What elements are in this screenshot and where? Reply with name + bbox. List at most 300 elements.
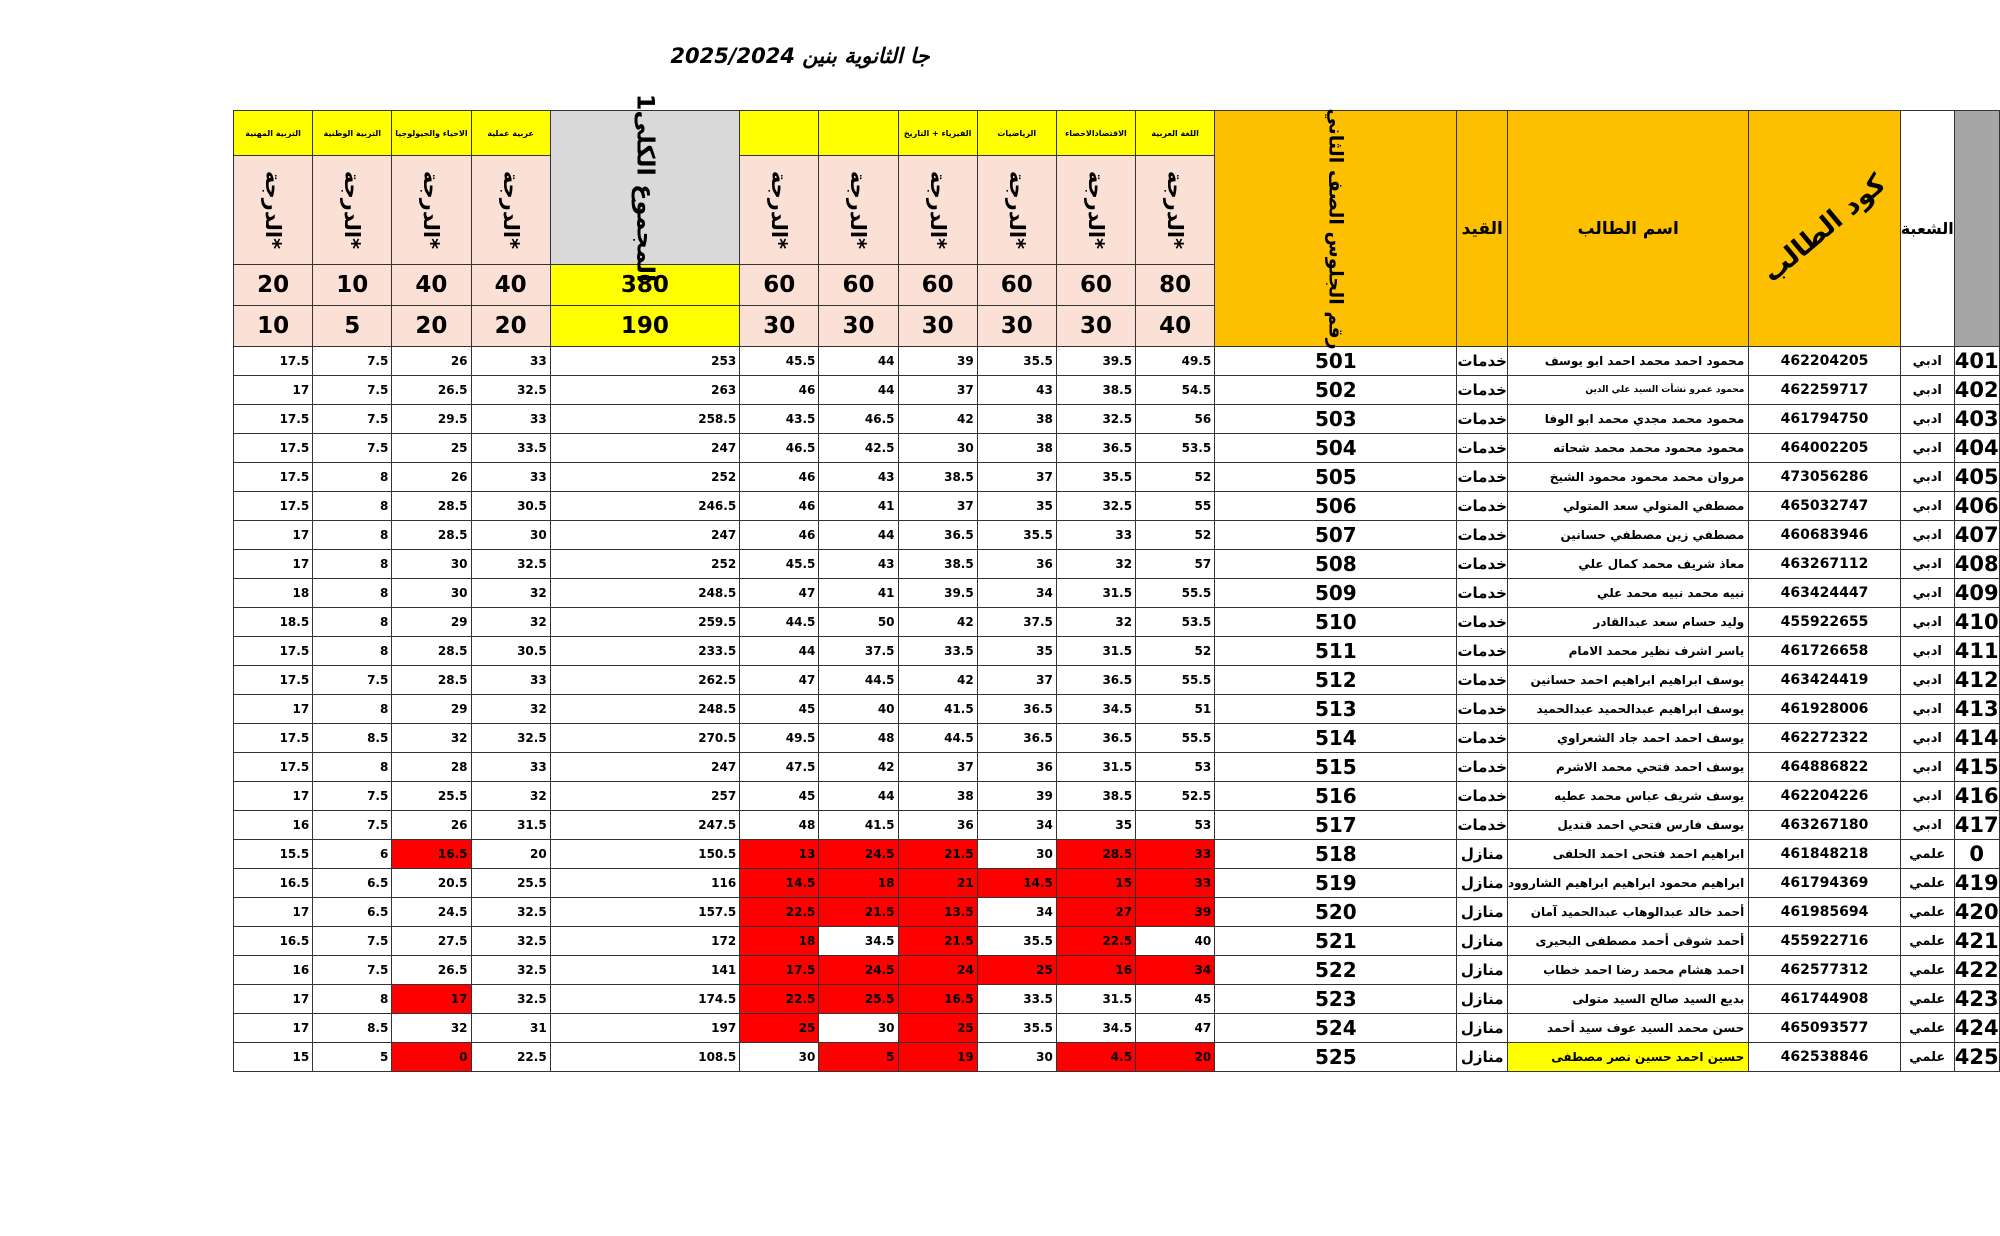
degree-label: الدرجة* bbox=[819, 156, 898, 265]
student-code-cell: 473056286 bbox=[1749, 463, 1900, 492]
mark-cell: 19 bbox=[898, 1043, 977, 1072]
mark-cell: 44 bbox=[819, 347, 898, 376]
seat-number-cell: 506 bbox=[1215, 492, 1457, 521]
seat-number-cell: 515 bbox=[1215, 753, 1457, 782]
student-name-cell: يوسف احمد فتحي محمد الاشرم bbox=[1507, 753, 1748, 782]
seat-number-cell: 512 bbox=[1215, 666, 1457, 695]
total-cell: 141 bbox=[550, 956, 740, 985]
student-name-cell: مصطفي زين مصطفي حسانين bbox=[1507, 521, 1748, 550]
mark-cell: 17 bbox=[234, 898, 313, 927]
mark-cell: 46.5 bbox=[740, 434, 819, 463]
mark-cell: 32 bbox=[471, 608, 550, 637]
mark-cell: 32.5 bbox=[1056, 405, 1135, 434]
student-code-cell: 461794369 bbox=[1749, 869, 1900, 898]
branch-cell: ادبي bbox=[1900, 782, 1954, 811]
mark-cell: 45 bbox=[1136, 985, 1215, 1014]
mark-cell: 17 bbox=[234, 1014, 313, 1043]
mark-cell: 17.5 bbox=[234, 405, 313, 434]
total-cell: 172 bbox=[550, 927, 740, 956]
mark-cell: 32 bbox=[1056, 550, 1135, 579]
index-cell: 404 bbox=[1954, 434, 1999, 463]
student-name-cell: ابراهيم محمود ابراهيم ابراهيم الشاروود bbox=[1507, 869, 1748, 898]
status-cell: خدمات bbox=[1457, 521, 1507, 550]
mark-cell: 22.5 bbox=[1056, 927, 1135, 956]
mark-cell: 8.5 bbox=[313, 1014, 392, 1043]
mark-cell: 34.5 bbox=[1056, 1014, 1135, 1043]
subject-header: اللغة العربية bbox=[1136, 111, 1215, 156]
mark-cell: 32.5 bbox=[471, 956, 550, 985]
seat-number-cell: 516 bbox=[1215, 782, 1457, 811]
mark-cell: 53.5 bbox=[1136, 608, 1215, 637]
seat-number-cell: 505 bbox=[1215, 463, 1457, 492]
mark-cell: 49.5 bbox=[740, 724, 819, 753]
index-cell: 411 bbox=[1954, 637, 1999, 666]
seat-number-cell: 514 bbox=[1215, 724, 1457, 753]
index-cell: 401 bbox=[1954, 347, 1999, 376]
min-mark: 30 bbox=[898, 306, 977, 347]
mark-cell: 46 bbox=[740, 492, 819, 521]
mark-cell: 36 bbox=[977, 753, 1056, 782]
total-cell: 247 bbox=[550, 521, 740, 550]
mark-cell: 55.5 bbox=[1136, 724, 1215, 753]
mark-cell: 44.5 bbox=[740, 608, 819, 637]
mark-cell: 41 bbox=[819, 492, 898, 521]
mark-cell: 13.5 bbox=[898, 898, 977, 927]
mark-cell: 35.5 bbox=[977, 1014, 1056, 1043]
mark-cell: 15 bbox=[234, 1043, 313, 1072]
mark-cell: 27.5 bbox=[392, 927, 471, 956]
student-code-cell: 461744908 bbox=[1749, 985, 1900, 1014]
index-cell: 406 bbox=[1954, 492, 1999, 521]
mark-cell: 8 bbox=[313, 637, 392, 666]
mark-cell: 40 bbox=[819, 695, 898, 724]
mark-cell: 36.5 bbox=[1056, 724, 1135, 753]
mark-cell: 42.5 bbox=[819, 434, 898, 463]
mark-cell: 26 bbox=[392, 811, 471, 840]
student-name-cell: ابراهيم احمد فتحى احمد الحلفى bbox=[1507, 840, 1748, 869]
mark-cell: 14.5 bbox=[740, 869, 819, 898]
mark-cell: 30 bbox=[392, 550, 471, 579]
total-header: المجموع الكلى1 bbox=[550, 111, 740, 265]
mark-cell: 8 bbox=[313, 985, 392, 1014]
subject-header: الرياضيات bbox=[977, 111, 1056, 156]
mark-cell: 17.5 bbox=[234, 753, 313, 782]
min-mark: 20 bbox=[471, 306, 550, 347]
mark-cell: 33 bbox=[471, 753, 550, 782]
mark-cell: 31.5 bbox=[471, 811, 550, 840]
mark-cell: 29.5 bbox=[392, 405, 471, 434]
status-cell: منازل bbox=[1457, 898, 1507, 927]
seat-number-cell: 520 bbox=[1215, 898, 1457, 927]
student-name-cell: يوسف ابراهيم عبدالحميد عبدالحميد bbox=[1507, 695, 1748, 724]
branch-cell: ادبي bbox=[1900, 434, 1954, 463]
mark-cell: 43 bbox=[977, 376, 1056, 405]
mark-cell: 40 bbox=[1136, 927, 1215, 956]
status-cell: خدمات bbox=[1457, 811, 1507, 840]
mark-cell: 45.5 bbox=[740, 550, 819, 579]
branch-cell: علمي bbox=[1900, 1014, 1954, 1043]
total-cell: 253 bbox=[550, 347, 740, 376]
student-code-cell: 463267112 bbox=[1749, 550, 1900, 579]
mark-cell: 33 bbox=[471, 405, 550, 434]
subject-header: عربية عملية bbox=[471, 111, 550, 156]
mark-cell: 42 bbox=[898, 405, 977, 434]
index-cell: 402 bbox=[1954, 376, 1999, 405]
mark-cell: 29 bbox=[392, 695, 471, 724]
mark-cell: 17 bbox=[234, 521, 313, 550]
mark-cell: 32 bbox=[471, 695, 550, 724]
index-cell: 0 bbox=[1954, 840, 1999, 869]
max-mark: 60 bbox=[898, 265, 977, 306]
index-cell: 415 bbox=[1954, 753, 1999, 782]
mark-cell: 16.5 bbox=[392, 840, 471, 869]
mark-cell: 0 bbox=[392, 1043, 471, 1072]
mark-cell: 8 bbox=[313, 608, 392, 637]
degree-label: الدرجة* bbox=[977, 156, 1056, 265]
table-row bbox=[234, 666, 2000, 695]
mark-cell: 35 bbox=[1056, 811, 1135, 840]
mark-cell: 38 bbox=[977, 405, 1056, 434]
mark-cell: 18 bbox=[740, 927, 819, 956]
mark-cell: 52 bbox=[1136, 463, 1215, 492]
mark-cell: 21 bbox=[898, 869, 977, 898]
student-code-cell: 460683946 bbox=[1749, 521, 1900, 550]
mark-cell: 47 bbox=[740, 579, 819, 608]
mark-cell: 7.5 bbox=[313, 927, 392, 956]
max-mark: 60 bbox=[1056, 265, 1135, 306]
mark-cell: 7.5 bbox=[313, 376, 392, 405]
table-row bbox=[234, 347, 2000, 376]
branch-cell: ادبي bbox=[1900, 550, 1954, 579]
degree-label: الدرجة* bbox=[1136, 156, 1215, 265]
mark-cell: 36 bbox=[898, 811, 977, 840]
mark-cell: 17.5 bbox=[234, 347, 313, 376]
mark-cell: 32.5 bbox=[471, 985, 550, 1014]
mark-cell: 44.5 bbox=[898, 724, 977, 753]
mark-cell: 8 bbox=[313, 550, 392, 579]
mark-cell: 38.5 bbox=[1056, 782, 1135, 811]
index-cell: 423 bbox=[1954, 985, 1999, 1014]
mark-cell: 44 bbox=[819, 782, 898, 811]
mark-cell: 30.5 bbox=[471, 492, 550, 521]
student-name-cell: يوسف فارس فتحي احمد قنديل bbox=[1507, 811, 1748, 840]
mark-cell: 6.5 bbox=[313, 898, 392, 927]
seat-number-cell: 523 bbox=[1215, 985, 1457, 1014]
mark-cell: 16.5 bbox=[898, 985, 977, 1014]
mark-cell: 35 bbox=[977, 492, 1056, 521]
mark-cell: 33.5 bbox=[471, 434, 550, 463]
mark-cell: 36 bbox=[977, 550, 1056, 579]
mark-cell: 24 bbox=[898, 956, 977, 985]
total-cell: 252 bbox=[550, 550, 740, 579]
student-name-cell: حسن محمد السيد عوف سيد أحمد bbox=[1507, 1014, 1748, 1043]
seat-number-cell: 509 bbox=[1215, 579, 1457, 608]
mark-cell: 4.5 bbox=[1056, 1043, 1135, 1072]
mark-cell: 41.5 bbox=[819, 811, 898, 840]
mark-cell: 14.5 bbox=[977, 869, 1056, 898]
degree-label: الدرجة* bbox=[234, 156, 313, 265]
status-cell: خدمات bbox=[1457, 376, 1507, 405]
table-row bbox=[234, 492, 2000, 521]
student-name-cell: بديع السيد صالح السيد متولى bbox=[1507, 985, 1748, 1014]
mark-cell: 41 bbox=[819, 579, 898, 608]
max-mark: 60 bbox=[740, 265, 819, 306]
total-cell: 258.5 bbox=[550, 405, 740, 434]
mark-cell: 35.5 bbox=[977, 927, 1056, 956]
mark-cell: 39 bbox=[977, 782, 1056, 811]
index-cell: 421 bbox=[1954, 927, 1999, 956]
mark-cell: 31 bbox=[471, 1014, 550, 1043]
seat-number-cell: 510 bbox=[1215, 608, 1457, 637]
mark-cell: 20 bbox=[471, 840, 550, 869]
student-code-cell: 461848218 bbox=[1749, 840, 1900, 869]
table-row bbox=[234, 840, 2000, 869]
student-name-cell: محمود عمرو نشأت السيد علي الدين bbox=[1507, 376, 1748, 405]
index-cell: 417 bbox=[1954, 811, 1999, 840]
mark-cell: 6.5 bbox=[313, 869, 392, 898]
total-cell: 247 bbox=[550, 434, 740, 463]
degree-label: الدرجة* bbox=[898, 156, 977, 265]
table-row bbox=[234, 405, 2000, 434]
max-mark: 40 bbox=[392, 265, 471, 306]
mark-cell: 17 bbox=[234, 985, 313, 1014]
subject-header: التربية المهنية bbox=[234, 111, 313, 156]
mark-cell: 32.5 bbox=[471, 724, 550, 753]
status-cell: خدمات bbox=[1457, 753, 1507, 782]
student-name-header: اسم الطالب bbox=[1507, 111, 1748, 347]
status-cell: خدمات bbox=[1457, 579, 1507, 608]
student-name-cell: معاذ شريف محمد كمال علي bbox=[1507, 550, 1748, 579]
mark-cell: 17 bbox=[234, 782, 313, 811]
mark-cell: 33.5 bbox=[898, 637, 977, 666]
table-row bbox=[234, 608, 2000, 637]
mark-cell: 47 bbox=[1136, 1014, 1215, 1043]
mark-cell: 8 bbox=[313, 463, 392, 492]
mark-cell: 33 bbox=[1136, 840, 1215, 869]
mark-cell: 16 bbox=[1056, 956, 1135, 985]
total-cell: 262.5 bbox=[550, 666, 740, 695]
mark-cell: 25.5 bbox=[819, 985, 898, 1014]
status-cell: خدمات bbox=[1457, 434, 1507, 463]
max-mark: 60 bbox=[977, 265, 1056, 306]
student-name-cell: مصطفي المتولي سعد المتولي bbox=[1507, 492, 1748, 521]
mark-cell: 5 bbox=[819, 1043, 898, 1072]
status-cell: خدمات bbox=[1457, 782, 1507, 811]
table-row bbox=[234, 898, 2000, 927]
mark-cell: 24.5 bbox=[819, 956, 898, 985]
mark-cell: 39 bbox=[1136, 898, 1215, 927]
student-code-cell: 462272322 bbox=[1749, 724, 1900, 753]
mark-cell: 16 bbox=[234, 956, 313, 985]
mark-cell: 44 bbox=[819, 521, 898, 550]
mark-cell: 33 bbox=[1056, 521, 1135, 550]
mark-cell: 28.5 bbox=[1056, 840, 1135, 869]
seat-number-cell: 521 bbox=[1215, 927, 1457, 956]
mark-cell: 20.5 bbox=[392, 869, 471, 898]
mark-cell: 47 bbox=[740, 666, 819, 695]
seat-number-cell: 518 bbox=[1215, 840, 1457, 869]
student-code-cell: 455922716 bbox=[1749, 927, 1900, 956]
mark-cell: 42 bbox=[819, 753, 898, 782]
degree-label: الدرجة* bbox=[1056, 156, 1135, 265]
mark-cell: 18 bbox=[234, 579, 313, 608]
mark-cell: 39 bbox=[898, 347, 977, 376]
mark-cell: 53 bbox=[1136, 811, 1215, 840]
mark-cell: 28.5 bbox=[392, 666, 471, 695]
mark-cell: 15.5 bbox=[234, 840, 313, 869]
table-row bbox=[234, 985, 2000, 1014]
mark-cell: 42 bbox=[898, 666, 977, 695]
mark-cell: 8.5 bbox=[313, 724, 392, 753]
status-cell: منازل bbox=[1457, 956, 1507, 985]
mark-cell: 37 bbox=[898, 376, 977, 405]
branch-cell: ادبي bbox=[1900, 376, 1954, 405]
student-code-cell: 463267180 bbox=[1749, 811, 1900, 840]
student-code-cell: 465093577 bbox=[1749, 1014, 1900, 1043]
mark-cell: 45.5 bbox=[740, 347, 819, 376]
student-name-cell: يوسف ابراهيم ابراهيم احمد حسانين bbox=[1507, 666, 1748, 695]
mark-cell: 7.5 bbox=[313, 347, 392, 376]
branch-cell: ادبي bbox=[1900, 579, 1954, 608]
seat-number-header: رقم الجلوس الصف الثاني bbox=[1215, 111, 1457, 347]
total-cell: 247.5 bbox=[550, 811, 740, 840]
table-row bbox=[234, 927, 2000, 956]
status-cell: خدمات bbox=[1457, 608, 1507, 637]
page-title: جا الثانوية بنين 2025/2024 bbox=[670, 44, 930, 68]
student-name-cell: محمود محمد مجدي محمد ابو الوفا bbox=[1507, 405, 1748, 434]
branch-cell: ادبي bbox=[1900, 347, 1954, 376]
student-code-cell: 462204205 bbox=[1749, 347, 1900, 376]
branch-cell: علمي bbox=[1900, 869, 1954, 898]
mark-cell: 34.5 bbox=[1056, 695, 1135, 724]
mark-cell: 34 bbox=[977, 898, 1056, 927]
index-header bbox=[1954, 111, 1999, 347]
mark-cell: 32 bbox=[392, 724, 471, 753]
mark-cell: 32 bbox=[471, 782, 550, 811]
mark-cell: 53.5 bbox=[1136, 434, 1215, 463]
total-cell: 150.5 bbox=[550, 840, 740, 869]
mark-cell: 7.5 bbox=[313, 811, 392, 840]
mark-cell: 46 bbox=[740, 521, 819, 550]
min-mark: 5 bbox=[313, 306, 392, 347]
mark-cell: 25 bbox=[740, 1014, 819, 1043]
student-name-cell: وليد حسام سعد عبدالقادر bbox=[1507, 608, 1748, 637]
total-cell: 257 bbox=[550, 782, 740, 811]
mark-cell: 30 bbox=[471, 521, 550, 550]
mark-cell: 25.5 bbox=[392, 782, 471, 811]
mark-cell: 32.5 bbox=[1056, 492, 1135, 521]
mark-cell: 22.5 bbox=[471, 1043, 550, 1072]
table-row bbox=[234, 956, 2000, 985]
mark-cell: 57 bbox=[1136, 550, 1215, 579]
student-name-cell: أحمد خالد عبدالوهاب عبدالحميد آمان bbox=[1507, 898, 1748, 927]
mark-cell: 31.5 bbox=[1056, 753, 1135, 782]
mark-cell: 26 bbox=[392, 463, 471, 492]
seat-number-cell: 501 bbox=[1215, 347, 1457, 376]
mark-cell: 30 bbox=[819, 1014, 898, 1043]
mark-cell: 43.5 bbox=[740, 405, 819, 434]
seat-number-cell: 522 bbox=[1215, 956, 1457, 985]
mark-cell: 27 bbox=[1056, 898, 1135, 927]
status-cell: خدمات bbox=[1457, 347, 1507, 376]
min-mark: 30 bbox=[977, 306, 1056, 347]
mark-cell: 17 bbox=[392, 985, 471, 1014]
mark-cell: 37 bbox=[977, 666, 1056, 695]
mark-cell: 38.5 bbox=[898, 463, 977, 492]
total-cell: 263 bbox=[550, 376, 740, 405]
index-cell: 416 bbox=[1954, 782, 1999, 811]
student-name-cell: يوسف احمد احمد جاد الشعراوي bbox=[1507, 724, 1748, 753]
mark-cell: 32.5 bbox=[471, 927, 550, 956]
student-name-cell: أحمد شوقى أحمد مصطفى البحيرى bbox=[1507, 927, 1748, 956]
branch-cell: ادبي bbox=[1900, 492, 1954, 521]
index-cell: 425 bbox=[1954, 1043, 1999, 1072]
mark-cell: 41.5 bbox=[898, 695, 977, 724]
branch-cell: علمي bbox=[1900, 840, 1954, 869]
status-cell: منازل bbox=[1457, 1043, 1507, 1072]
mark-cell: 7.5 bbox=[313, 434, 392, 463]
mark-cell: 21.5 bbox=[898, 840, 977, 869]
seat-number-cell: 517 bbox=[1215, 811, 1457, 840]
subject-header: الفيزياء + التاريخ bbox=[898, 111, 977, 156]
seat-number-cell: 508 bbox=[1215, 550, 1457, 579]
seat-number-cell: 504 bbox=[1215, 434, 1457, 463]
table-row bbox=[234, 811, 2000, 840]
seat-number-cell: 507 bbox=[1215, 521, 1457, 550]
status-cell: منازل bbox=[1457, 840, 1507, 869]
mark-cell: 17.5 bbox=[234, 463, 313, 492]
student-code-cell: 463424447 bbox=[1749, 579, 1900, 608]
min-mark: 20 bbox=[392, 306, 471, 347]
table-row bbox=[234, 550, 2000, 579]
mark-cell: 30.5 bbox=[471, 637, 550, 666]
branch-cell: ادبي bbox=[1900, 666, 1954, 695]
branch-cell: ادبي bbox=[1900, 405, 1954, 434]
mark-cell: 17 bbox=[234, 376, 313, 405]
mark-cell: 33.5 bbox=[977, 985, 1056, 1014]
status-cell: خدمات bbox=[1457, 550, 1507, 579]
mark-cell: 17.5 bbox=[234, 666, 313, 695]
table-row bbox=[234, 695, 2000, 724]
total-cell: 259.5 bbox=[550, 608, 740, 637]
mark-cell: 36.5 bbox=[1056, 666, 1135, 695]
table-row bbox=[234, 869, 2000, 898]
index-cell: 412 bbox=[1954, 666, 1999, 695]
status-cell: خدمات bbox=[1457, 463, 1507, 492]
total-cell: 197 bbox=[550, 1014, 740, 1043]
branch-cell: ادبي bbox=[1900, 637, 1954, 666]
mark-cell: 31.5 bbox=[1056, 637, 1135, 666]
max-mark: 20 bbox=[234, 265, 313, 306]
mark-cell: 30 bbox=[898, 434, 977, 463]
mark-cell: 28 bbox=[392, 753, 471, 782]
mark-cell: 17.5 bbox=[234, 637, 313, 666]
mark-cell: 17.5 bbox=[740, 956, 819, 985]
mark-cell: 32.5 bbox=[471, 550, 550, 579]
branch-cell: ادبي bbox=[1900, 608, 1954, 637]
mark-cell: 16 bbox=[234, 811, 313, 840]
mark-cell: 44 bbox=[740, 637, 819, 666]
mark-cell: 7.5 bbox=[313, 666, 392, 695]
degree-label: الدرجة* bbox=[313, 156, 392, 265]
mark-cell: 30 bbox=[740, 1043, 819, 1072]
mark-cell: 8 bbox=[313, 579, 392, 608]
mark-cell: 17 bbox=[234, 550, 313, 579]
mark-cell: 56 bbox=[1136, 405, 1215, 434]
status-cell: خدمات bbox=[1457, 666, 1507, 695]
mark-cell: 43 bbox=[819, 463, 898, 492]
index-cell: 409 bbox=[1954, 579, 1999, 608]
